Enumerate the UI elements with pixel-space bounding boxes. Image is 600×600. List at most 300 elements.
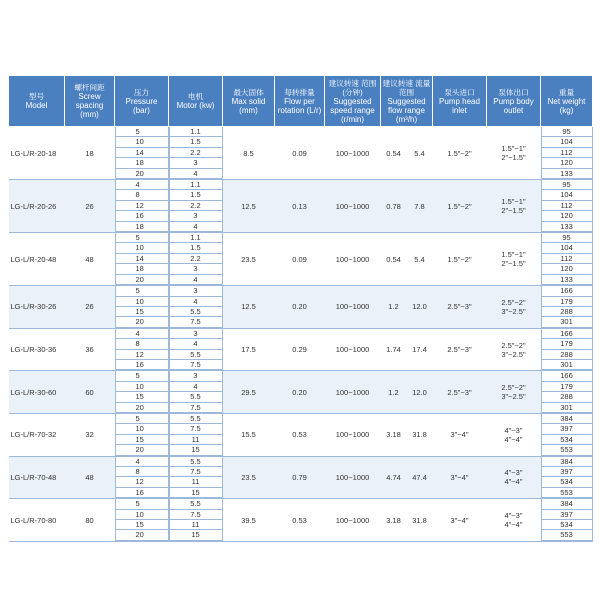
table-row [9, 180, 593, 233]
flow-min-cell: 4.74 [381, 456, 407, 499]
pressure-value: 20 [115, 402, 168, 412]
header-label-en: Net weight (kg) [547, 96, 586, 115]
pressure-value: 18 [115, 221, 168, 231]
motor-value: 1.5 [169, 137, 222, 147]
weight-value: 301 [541, 359, 592, 369]
spec-table [8, 75, 593, 542]
header-label-en: Pump head inlet [439, 96, 480, 115]
pressure-list [115, 233, 169, 285]
weight-list [541, 127, 593, 179]
motor-list [169, 233, 223, 285]
header-label-zh: 建议转速 流量范围 [382, 78, 431, 97]
pressure-list [115, 371, 169, 413]
max-solid-cell: 8.5 [223, 127, 275, 180]
inlet-cell: 1.5"~2" [433, 127, 487, 180]
weight-value: 384 [541, 499, 592, 509]
table-row [9, 371, 593, 414]
flow-max-cell: 5.4 [407, 233, 433, 286]
weight-value: 384 [541, 457, 592, 467]
motor-list [169, 180, 223, 232]
inlet-cell: 3"~4" [433, 456, 487, 499]
pressure-list [115, 414, 169, 456]
speed-range-cell: 100~1000 [325, 180, 381, 233]
flow-min-cell: 1.2 [381, 371, 407, 414]
motor-value: 4 [169, 381, 222, 391]
pressure-value: 5 [115, 371, 168, 381]
flow-per-rotation-cell: 0.09 [275, 233, 325, 286]
inlet-cell: 3"~4" [433, 413, 487, 456]
table-row [9, 286, 593, 329]
max-solid-cell: 39.5 [223, 499, 275, 542]
max-solid-cell: 29.5 [223, 371, 275, 414]
flow-min-cell: 3.18 [381, 413, 407, 456]
outlet-value: 4"~4" [504, 477, 523, 487]
motor-value: 5.5 [169, 414, 222, 424]
pressure-value: 12 [115, 200, 168, 210]
header-label-en: Pump body outlet [493, 96, 534, 115]
motor-value: 3 [169, 158, 222, 168]
weight-value: 133 [541, 168, 592, 178]
speed-range-cell: 100~1000 [325, 328, 381, 371]
outlet-value: 3"~2.5" [501, 306, 526, 316]
pressure-list [115, 329, 169, 371]
weight-cell [541, 127, 593, 180]
header-label-zh: 螺杆间距 [74, 83, 105, 92]
model-cell: LG-L/R-70-80 [9, 499, 65, 542]
model-cell: LG-L/R-70-32 [9, 413, 65, 456]
weight-cell [541, 180, 593, 233]
speed-range-cell: 100~1000 [325, 286, 381, 329]
flow-max-cell: 5.4 [407, 127, 433, 180]
weight-cell [541, 328, 593, 371]
spec-table-container [8, 75, 592, 542]
weight-value: 104 [541, 243, 592, 253]
header-label-zh: 每转排量 [284, 87, 315, 97]
motor-value: 7.5 [169, 509, 222, 519]
weight-value: 179 [541, 296, 592, 306]
weight-list [541, 286, 593, 328]
flow-max-cell: 31.8 [407, 413, 433, 456]
pressure-cell [115, 180, 169, 233]
table-row [9, 328, 593, 371]
spacing-cell: 80 [65, 499, 115, 542]
pressure-list [115, 499, 169, 541]
flow-max-cell: 31.8 [407, 499, 433, 542]
header-label-en: Suggested speed range (r/min) [330, 96, 375, 124]
outlet-value: 4"~4" [504, 520, 523, 530]
header-label-zh: 泵头进口 [444, 87, 475, 97]
outlet-cell [487, 233, 541, 286]
motor-cell [169, 499, 223, 542]
outlet-value: 4"~4" [504, 434, 523, 444]
flow-per-rotation-cell: 0.53 [275, 413, 325, 456]
outlet-cell [487, 499, 541, 542]
header-row [9, 76, 593, 127]
pressure-value: 10 [115, 243, 168, 253]
pressure-value: 14 [115, 253, 168, 263]
motor-value: 4 [169, 296, 222, 306]
weight-value: 112 [541, 147, 592, 157]
speed-range-cell: 100~1000 [325, 413, 381, 456]
outlet-value: 4"~3" [504, 425, 523, 435]
max-solid-cell: 15.5 [223, 413, 275, 456]
weight-value: 120 [541, 211, 592, 221]
weight-value: 553 [541, 530, 592, 540]
weight-value: 166 [541, 329, 592, 339]
weight-value: 104 [541, 190, 592, 200]
flow-min-cell: 0.54 [381, 127, 407, 180]
pressure-value: 16 [115, 487, 168, 497]
motor-value: 2.2 [169, 200, 222, 210]
flow-per-rotation-cell: 0.13 [275, 180, 325, 233]
motor-cell [169, 233, 223, 286]
pressure-value: 10 [115, 296, 168, 306]
weight-value: 288 [541, 392, 592, 402]
weight-value: 104 [541, 137, 592, 147]
motor-value: 5.5 [169, 392, 222, 402]
motor-value: 2.2 [169, 147, 222, 157]
weight-value: 179 [541, 339, 592, 349]
weight-value: 397 [541, 509, 592, 519]
pressure-value: 16 [115, 359, 168, 369]
motor-list [169, 414, 223, 456]
table-row [9, 413, 593, 456]
flow-max-cell: 12.0 [407, 286, 433, 329]
motor-value: 4 [169, 168, 222, 178]
pressure-value: 15 [115, 520, 168, 530]
motor-value: 5.5 [169, 457, 222, 467]
pressure-value: 4 [115, 457, 168, 467]
table-row [9, 456, 593, 499]
weight-value: 534 [541, 477, 592, 487]
spacing-cell: 36 [65, 328, 115, 371]
flow-max-cell: 12.0 [407, 371, 433, 414]
motor-value: 7.5 [169, 317, 222, 327]
weight-list [541, 499, 593, 541]
pressure-value: 5 [115, 414, 168, 424]
pressure-value: 15 [115, 392, 168, 402]
speed-range-cell: 100~1000 [325, 456, 381, 499]
spacing-cell: 48 [65, 233, 115, 286]
motor-list [169, 499, 223, 541]
weight-list [541, 457, 593, 499]
table-row [9, 127, 593, 180]
motor-cell [169, 328, 223, 371]
outlet-cell [487, 456, 541, 499]
flow-max-cell: 17.4 [407, 328, 433, 371]
header-label-en: Model [25, 101, 48, 110]
motor-value: 1.1 [169, 233, 222, 243]
weight-value: 288 [541, 349, 592, 359]
weight-value: 120 [541, 264, 592, 274]
weight-value: 534 [541, 520, 592, 530]
motor-value: 3 [169, 211, 222, 221]
motor-value: 3 [169, 329, 222, 339]
weight-cell [541, 413, 593, 456]
pressure-value: 10 [115, 509, 168, 519]
pressure-value: 4 [115, 180, 168, 190]
header-label-en: Pressure (bar) [125, 96, 158, 115]
pressure-list [115, 127, 169, 179]
pressure-value: 12 [115, 349, 168, 359]
header-cell [275, 76, 325, 127]
model-cell: LG-L/R-20-26 [9, 180, 65, 233]
flow-per-rotation-cell: 0.20 [275, 286, 325, 329]
header-cell [169, 76, 223, 127]
header-cell [381, 76, 433, 127]
outlet-value: 2.5"~2" [501, 297, 526, 307]
outlet-value: 1.5"~1" [501, 197, 526, 207]
header-cell [433, 76, 487, 127]
weight-value: 179 [541, 381, 592, 391]
weight-list [541, 233, 593, 285]
pressure-value: 12 [115, 477, 168, 487]
header-label-en: Max solid (mm) [231, 96, 266, 115]
flow-min-cell: 0.54 [381, 233, 407, 286]
speed-range-cell: 100~1000 [325, 127, 381, 180]
inlet-cell: 1.5"~2" [433, 233, 487, 286]
outlet-value: 4"~3" [504, 468, 523, 478]
outlet-value: 3"~2.5" [501, 392, 526, 402]
inlet-cell: 2.5"~3" [433, 371, 487, 414]
pressure-list [115, 180, 169, 232]
weight-value: 553 [541, 445, 592, 455]
weight-cell [541, 456, 593, 499]
weight-value: 112 [541, 200, 592, 210]
motor-value: 7.5 [169, 467, 222, 477]
spacing-cell: 18 [65, 127, 115, 180]
pressure-value: 20 [115, 168, 168, 178]
pressure-cell [115, 233, 169, 286]
max-solid-cell: 23.5 [223, 233, 275, 286]
model-cell: LG-L/R-30-26 [9, 286, 65, 329]
header-label-zh: 最大固体 [233, 87, 264, 97]
pressure-cell [115, 456, 169, 499]
motor-cell [169, 371, 223, 414]
weight-value: 120 [541, 158, 592, 168]
motor-value: 1.5 [169, 190, 222, 200]
motor-value: 1.1 [169, 180, 222, 190]
model-cell: LG-L/R-20-48 [9, 233, 65, 286]
weight-value: 553 [541, 487, 592, 497]
motor-value: 7.5 [169, 424, 222, 434]
motor-value: 5.5 [169, 499, 222, 509]
header-label-zh: 建议转速 范围(分钟) [328, 78, 377, 97]
outlet-value: 2.5"~2" [501, 383, 526, 393]
pressure-cell [115, 127, 169, 180]
weight-list [541, 414, 593, 456]
pressure-value: 10 [115, 137, 168, 147]
outlet-value: 2"~1.5" [501, 206, 526, 216]
flow-max-cell: 47.4 [407, 456, 433, 499]
outlet-value: 1.5"~1" [501, 144, 526, 154]
spacing-cell: 48 [65, 456, 115, 499]
motor-value: 11 [169, 434, 222, 444]
header-label-zh: 型号 [28, 92, 45, 101]
weight-list [541, 180, 593, 232]
outlet-cell [487, 328, 541, 371]
speed-range-cell: 100~1000 [325, 499, 381, 542]
weight-value: 133 [541, 221, 592, 231]
pressure-value: 5 [115, 499, 168, 509]
max-solid-cell: 12.5 [223, 180, 275, 233]
motor-value: 7.5 [169, 402, 222, 412]
outlet-value: 3"~2.5" [501, 349, 526, 359]
max-solid-cell: 17.5 [223, 328, 275, 371]
header-cell [325, 76, 381, 127]
flow-per-rotation-cell: 0.53 [275, 499, 325, 542]
motor-value: 15 [169, 445, 222, 455]
header-cell [9, 76, 65, 127]
motor-value: 1.5 [169, 243, 222, 253]
motor-value: 3 [169, 286, 222, 296]
weight-value: 397 [541, 424, 592, 434]
pressure-cell [115, 371, 169, 414]
pressure-value: 8 [115, 190, 168, 200]
weight-cell [541, 286, 593, 329]
pressure-value: 20 [115, 274, 168, 284]
weight-value: 112 [541, 253, 592, 263]
header-label-en: Suggested flow range (m³/h) [387, 96, 426, 124]
spacing-cell: 26 [65, 286, 115, 329]
pressure-value: 18 [115, 158, 168, 168]
outlet-cell [487, 413, 541, 456]
motor-list [169, 329, 223, 371]
pressure-list [115, 457, 169, 499]
weight-value: 95 [541, 180, 592, 190]
motor-value: 4 [169, 274, 222, 284]
outlet-cell [487, 286, 541, 329]
max-solid-cell: 12.5 [223, 286, 275, 329]
pressure-value: 15 [115, 306, 168, 316]
weight-value: 397 [541, 467, 592, 477]
motor-value: 5.5 [169, 349, 222, 359]
motor-list [169, 371, 223, 413]
table-row [9, 499, 593, 542]
header-label-zh: 电机 [187, 92, 204, 101]
inlet-cell: 3"~4" [433, 499, 487, 542]
outlet-value: 2"~1.5" [501, 153, 526, 163]
pressure-cell [115, 328, 169, 371]
pressure-value: 8 [115, 467, 168, 477]
pressure-value: 8 [115, 339, 168, 349]
weight-value: 95 [541, 127, 592, 137]
flow-max-cell: 7.8 [407, 180, 433, 233]
inlet-cell: 1.5"~2" [433, 180, 487, 233]
weight-value: 166 [541, 371, 592, 381]
flow-per-rotation-cell: 0.79 [275, 456, 325, 499]
pressure-value: 5 [115, 233, 168, 243]
outlet-value: 2.5"~2" [501, 340, 526, 350]
flow-per-rotation-cell: 0.29 [275, 328, 325, 371]
pressure-value: 20 [115, 317, 168, 327]
header-cell [487, 76, 541, 127]
header-label-en: Flow per rotation (L/r) [277, 96, 322, 115]
pressure-value: 4 [115, 329, 168, 339]
flow-min-cell: 1.74 [381, 328, 407, 371]
pressure-list [115, 286, 169, 328]
weight-cell [541, 233, 593, 286]
spacing-cell: 32 [65, 413, 115, 456]
weight-list [541, 371, 593, 413]
flow-min-cell: 0.78 [381, 180, 407, 233]
outlet-value: 2"~1.5" [501, 259, 526, 269]
motor-cell [169, 127, 223, 180]
weight-value: 95 [541, 233, 592, 243]
header-label-zh: 泵体出口 [498, 87, 529, 97]
weight-value: 534 [541, 434, 592, 444]
spacing-cell: 60 [65, 371, 115, 414]
motor-value: 11 [169, 520, 222, 530]
outlet-value: 1.5"~1" [501, 250, 526, 260]
motor-value: 3 [169, 264, 222, 274]
flow-min-cell: 1.2 [381, 286, 407, 329]
outlet-cell [487, 180, 541, 233]
flow-min-cell: 3.18 [381, 499, 407, 542]
motor-value: 4 [169, 339, 222, 349]
pressure-value: 15 [115, 434, 168, 444]
speed-range-cell: 100~1000 [325, 371, 381, 414]
motor-cell [169, 413, 223, 456]
motor-cell [169, 456, 223, 499]
header-cell [223, 76, 275, 127]
motor-value: 7.5 [169, 359, 222, 369]
weight-value: 133 [541, 274, 592, 284]
motor-value: 4 [169, 221, 222, 231]
inlet-cell: 2.5"~3" [433, 286, 487, 329]
weight-value: 301 [541, 402, 592, 412]
motor-value: 15 [169, 530, 222, 540]
weight-value: 301 [541, 317, 592, 327]
pressure-value: 20 [115, 445, 168, 455]
motor-cell [169, 180, 223, 233]
weight-cell [541, 371, 593, 414]
motor-cell [169, 286, 223, 329]
motor-value: 2.2 [169, 253, 222, 263]
flow-per-rotation-cell: 0.09 [275, 127, 325, 180]
weight-value: 166 [541, 286, 592, 296]
pressure-value: 10 [115, 424, 168, 434]
pressure-cell [115, 413, 169, 456]
model-cell: LG-L/R-70-48 [9, 456, 65, 499]
outlet-cell [487, 371, 541, 414]
model-cell: LG-L/R-20-18 [9, 127, 65, 180]
flow-per-rotation-cell: 0.20 [275, 371, 325, 414]
header-label-en: Screw spacing (mm) [75, 92, 104, 119]
outlet-cell [487, 127, 541, 180]
pressure-value: 18 [115, 264, 168, 274]
weight-cell [541, 499, 593, 542]
model-cell: LG-L/R-30-60 [9, 371, 65, 414]
max-solid-cell: 23.5 [223, 456, 275, 499]
motor-list [169, 286, 223, 328]
motor-value: 5.5 [169, 306, 222, 316]
weight-list [541, 329, 593, 371]
header-label-zh: 压力 [133, 87, 150, 97]
pressure-value: 16 [115, 211, 168, 221]
motor-value: 15 [169, 487, 222, 497]
table-row [9, 233, 593, 286]
spacing-cell: 26 [65, 180, 115, 233]
header-label-zh: 重量 [558, 87, 575, 97]
pressure-value: 14 [115, 147, 168, 157]
header-cell [541, 76, 593, 127]
speed-range-cell: 100~1000 [325, 233, 381, 286]
motor-value: 3 [169, 371, 222, 381]
inlet-cell: 2.5"~3" [433, 328, 487, 371]
pressure-value: 5 [115, 127, 168, 137]
weight-value: 288 [541, 306, 592, 316]
